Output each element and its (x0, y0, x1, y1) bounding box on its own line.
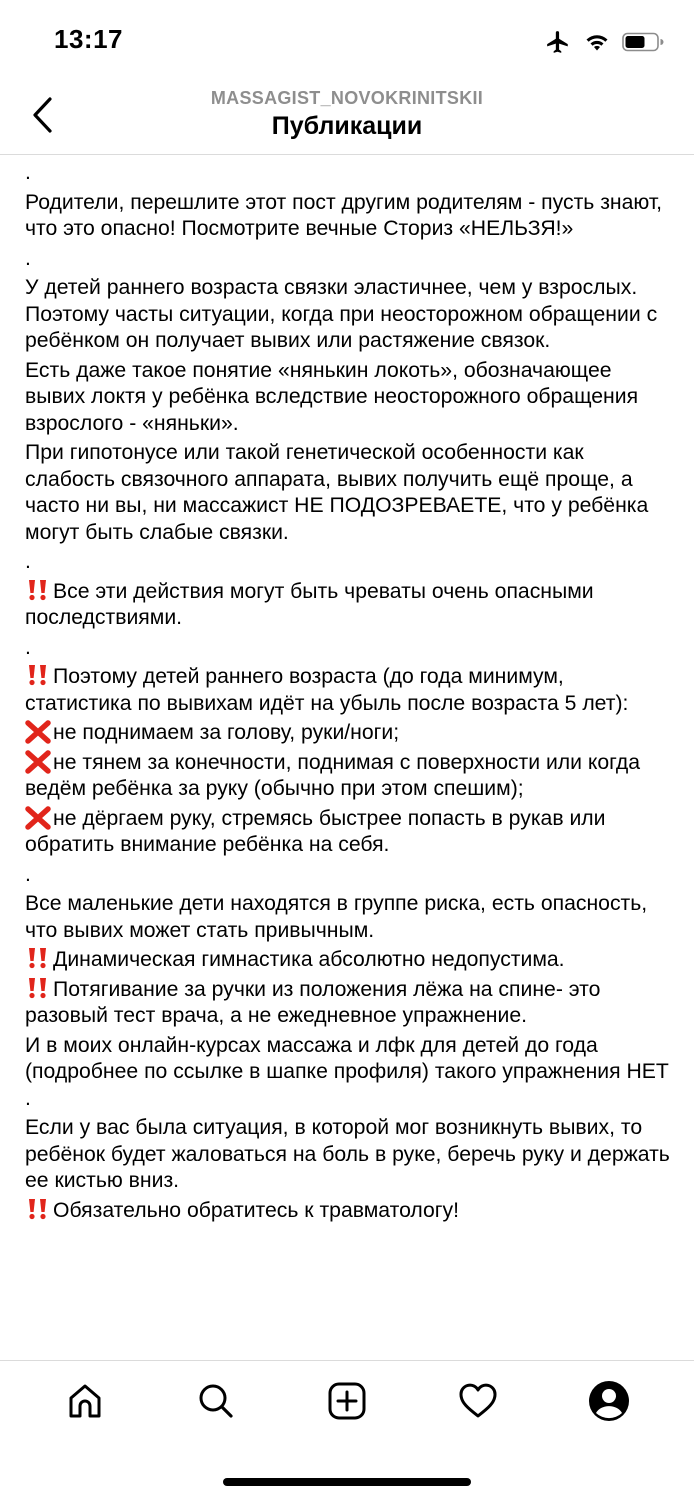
caption-text: . (25, 635, 31, 659)
double-exclamation-icon (25, 977, 51, 999)
caption-text: Все маленькие дети находятся в группе риска, есть опасность, что вывих может стать привычным. (25, 892, 648, 942)
caption-paragraph (25, 358, 675, 438)
caption-paragraph (25, 720, 675, 747)
nav-home[interactable] (55, 1373, 115, 1433)
status-bar (0, 0, 694, 84)
heart-icon (457, 1381, 499, 1426)
caption-paragraph (25, 750, 675, 803)
header (0, 84, 694, 154)
caption-text: Есть даже такое понятие «нянькин локоть», обозначающее вывих локтя у ребёнка вследствие неосторожного обращения взрослого - «няньки». (25, 358, 639, 435)
caption-text: не поднимаем за голову, руки/ноги; (53, 721, 400, 744)
caption-text: Обязательно обратитесь к травматологу! (53, 1198, 460, 1222)
double-exclamation-icon (25, 664, 51, 686)
caption-paragraph (25, 1198, 675, 1225)
caption-paragraph (25, 1033, 675, 1113)
double-exclamation-icon (25, 947, 51, 969)
account-name[interactable]: MASSAGIST_NOVOKRINITSKII (210, 88, 484, 108)
caption-text: . (25, 161, 31, 184)
caption-text: Если у вас была ситуация, в которой мог возникнуть вывих, то ребёнок будет жаловаться на боль в руке, беречь руку и держать ее кистью вниз. (25, 1116, 670, 1192)
airplane-icon (544, 29, 572, 55)
caption-text: Динамическая гимнастика абсолютно недопустима. (53, 948, 565, 971)
caption-text: Все эти действия могут быть чреваты очень опасными последствиями. (25, 579, 594, 629)
caption-paragraph (25, 664, 675, 717)
caption-text: И в моих онлайн-курсах массажа и лфк для детей до года (подробнее по ссылке в шапке профиля) такого упражнения НЕТ . (25, 1033, 669, 1110)
separator-dot (25, 160, 675, 187)
caption-paragraph (25, 190, 675, 243)
back-button[interactable] (22, 92, 62, 142)
status-icons (544, 28, 664, 56)
nav-new-post[interactable] (317, 1373, 377, 1433)
nav-activity[interactable] (448, 1373, 508, 1433)
home-indicator (223, 1478, 471, 1486)
caption-text: не дёргаем руку, стремясь быстрее попасть в рукав или обратить внимание ребёнка на себя. (25, 806, 606, 856)
battery-icon (622, 32, 664, 52)
separator-dot (25, 635, 675, 662)
separator-dot (25, 549, 675, 576)
home-icon (65, 1381, 105, 1426)
bottom-nav (0, 1361, 694, 1445)
caption-paragraph (25, 275, 675, 355)
double-exclamation-icon (25, 579, 51, 601)
caption-text: . (25, 246, 31, 270)
caption-text: При гипотонусе или такой генетической особенности как слабость связочного аппарата, вывих получить ещё проще, а часто ни вы, ни массажист НЕ ПОДОЗРЕВАЕТЕ, что у ребёнка могут быть слабые связки. (25, 441, 649, 544)
chevron-left-icon (30, 95, 54, 140)
wifi-icon (584, 32, 610, 52)
page-title: Публикации (271, 112, 423, 140)
separator-dot (25, 246, 675, 273)
caption-text: Поэтому детей раннего возраста (до года минимум, статистика по вывихам идёт на убыль после возраста 5 лет): (25, 665, 629, 715)
caption-paragraph (25, 947, 675, 974)
caption-text: . (25, 550, 31, 573)
caption-text: У детей раннего возраста связки эластичнее, чем у взрослых. Поэтому часты ситуации, когда при неосторожном обращении с ребёнком он получает вывих или растяжение связок. (25, 276, 658, 352)
caption-paragraph (25, 579, 675, 632)
caption-text: Родители, перешлите этот пост другим родителям - пусть знают, что это опасно! Посмотрите вечные Сториз «НЕЛЬЗЯ!» (25, 190, 663, 240)
cross-mark-icon (25, 750, 51, 772)
add-post-icon (327, 1381, 367, 1426)
double-exclamation-icon (25, 1198, 51, 1220)
caption-paragraph (25, 440, 675, 546)
header-divider (0, 154, 694, 155)
status-time: 13:17 (54, 24, 123, 54)
caption-text: Потягивание за ручки из положения лёжа на спине- это разовый тест врача, а не ежедневное упражнение. (25, 977, 601, 1027)
caption-paragraph (25, 806, 675, 859)
search-icon (196, 1381, 236, 1426)
nav-search[interactable] (186, 1373, 246, 1433)
caption-paragraph (25, 1115, 675, 1195)
caption-paragraph (25, 891, 675, 944)
caption-paragraph (25, 977, 675, 1030)
post-caption (25, 160, 675, 1358)
profile-icon (588, 1380, 630, 1427)
separator-dot (25, 862, 675, 889)
cross-mark-icon (25, 720, 51, 742)
cross-mark-icon (25, 806, 51, 828)
caption-text: не тянем за конечности, поднимая с поверхности или когда ведём ребёнка за руку (обычно при этом спешим); (25, 750, 641, 800)
caption-text: . (25, 862, 31, 886)
nav-profile[interactable] (579, 1373, 639, 1433)
